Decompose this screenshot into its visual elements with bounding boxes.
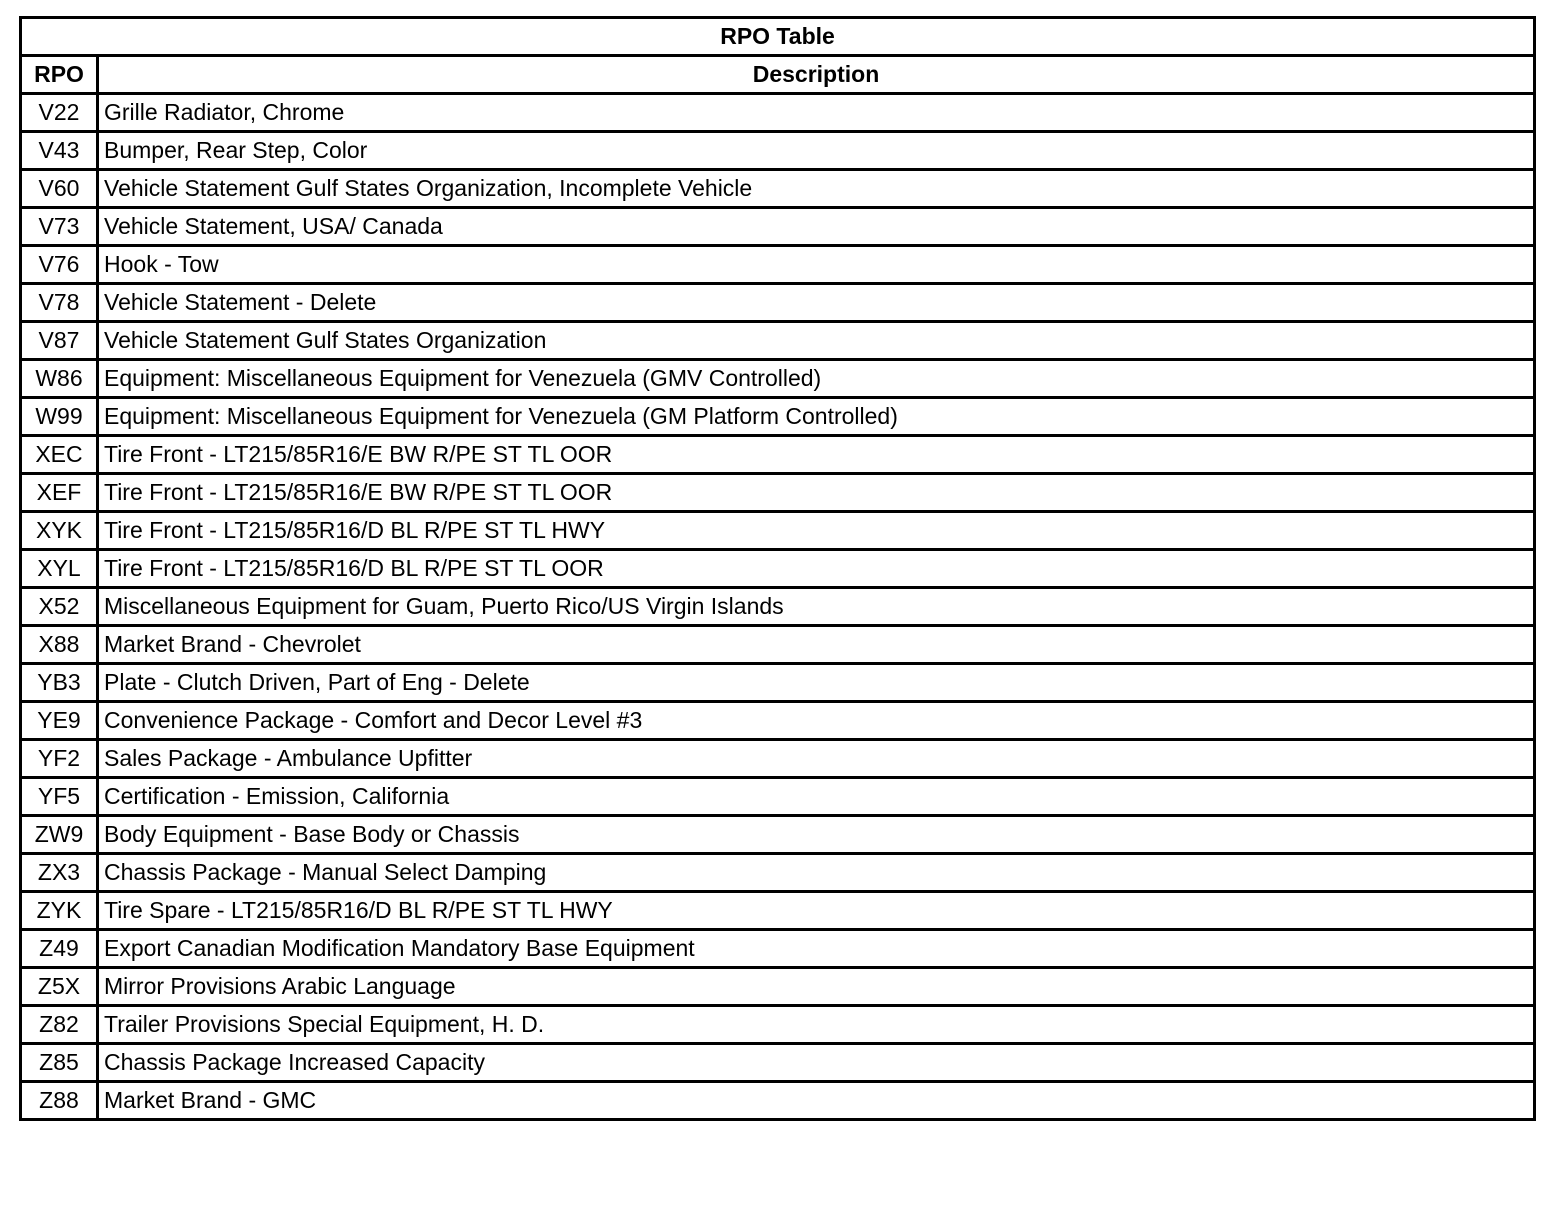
table-row [21,436,1535,474]
table-row [21,1006,1535,1044]
rpo-code-cell: ZX3 [21,854,98,892]
rpo-description-cell: Vehicle Statement, USA/ Canada [98,208,1535,246]
rpo-code-cell: V43 [21,132,98,170]
rpo-code-cell: Z88 [21,1082,98,1120]
table-row [21,626,1535,664]
rpo-code-cell: V78 [21,284,98,322]
rpo-description-cell: Tire Front - LT215/85R16/E BW R/PE ST TL OOR [98,436,1535,474]
rpo-description-cell: Tire Front - LT215/85R16/D BL R/PE ST TL HWY [98,512,1535,550]
rpo-code-cell: XEF [21,474,98,512]
rpo-description-cell: Market Brand - GMC [98,1082,1535,1120]
table-row [21,322,1535,360]
rpo-description-cell: Equipment: Miscellaneous Equipment for Venezuela (GM Platform Controlled) [98,398,1535,436]
rpo-code-cell: YF2 [21,740,98,778]
table-row [21,550,1535,588]
rpo-code-cell: Z85 [21,1044,98,1082]
column-header-description: Description [98,56,1535,94]
table-row [21,474,1535,512]
rpo-description-cell: Equipment: Miscellaneous Equipment for Venezuela (GMV Controlled) [98,360,1535,398]
rpo-description-cell: Tire Front - LT215/85R16/E BW R/PE ST TL OOR [98,474,1535,512]
rpo-code-cell: YB3 [21,664,98,702]
rpo-code-cell: YE9 [21,702,98,740]
rpo-code-cell: Z5X [21,968,98,1006]
table-row [21,512,1535,550]
table-row [21,664,1535,702]
rpo-code-cell: W99 [21,398,98,436]
rpo-description-cell: Plate - Clutch Driven, Part of Eng - Delete [98,664,1535,702]
rpo-code-cell: XEC [21,436,98,474]
table-row [21,398,1535,436]
rpo-code-cell: X88 [21,626,98,664]
table-row [21,702,1535,740]
table-row [21,94,1535,132]
rpo-code-cell: W86 [21,360,98,398]
rpo-code-cell: Z49 [21,930,98,968]
table-row [21,854,1535,892]
table-row [21,816,1535,854]
rpo-description-cell: Vehicle Statement Gulf States Organization, Incomplete Vehicle [98,170,1535,208]
table-row [21,132,1535,170]
table-header-row [21,56,1535,94]
rpo-description-cell: Hook - Tow [98,246,1535,284]
table-row [21,740,1535,778]
rpo-description-cell: Vehicle Statement - Delete [98,284,1535,322]
rpo-description-cell: Sales Package - Ambulance Upfitter [98,740,1535,778]
rpo-table [19,16,1536,1121]
rpo-description-cell: Export Canadian Modification Mandatory Base Equipment [98,930,1535,968]
rpo-description-cell: Body Equipment - Base Body or Chassis [98,816,1535,854]
rpo-description-cell: Market Brand - Chevrolet [98,626,1535,664]
rpo-description-cell: Mirror Provisions Arabic Language [98,968,1535,1006]
table-row [21,778,1535,816]
rpo-code-cell: V22 [21,94,98,132]
rpo-description-cell: Trailer Provisions Special Equipment, H. D. [98,1006,1535,1044]
table-row [21,892,1535,930]
table-row [21,1044,1535,1082]
table-row [21,930,1535,968]
rpo-code-cell: XYK [21,512,98,550]
rpo-code-cell: YF5 [21,778,98,816]
rpo-code-cell: ZW9 [21,816,98,854]
rpo-code-cell: X52 [21,588,98,626]
rpo-code-cell: V76 [21,246,98,284]
table-row [21,284,1535,322]
rpo-description-cell: Vehicle Statement Gulf States Organization [98,322,1535,360]
rpo-code-cell: Z82 [21,1006,98,1044]
rpo-description-cell: Chassis Package - Manual Select Damping [98,854,1535,892]
rpo-description-cell: Certification - Emission, California [98,778,1535,816]
rpo-description-cell: Tire Spare - LT215/85R16/D BL R/PE ST TL HWY [98,892,1535,930]
table-row [21,360,1535,398]
column-header-rpo: RPO [21,56,98,94]
rpo-description-cell: Tire Front - LT215/85R16/D BL R/PE ST TL OOR [98,550,1535,588]
rpo-code-cell: V87 [21,322,98,360]
table-row [21,246,1535,284]
table-row [21,968,1535,1006]
table-row [21,588,1535,626]
table-body [21,94,1535,1120]
rpo-description-cell: Chassis Package Increased Capacity [98,1044,1535,1082]
table-title-row [21,18,1535,56]
table-row [21,1082,1535,1120]
rpo-description-cell: Miscellaneous Equipment for Guam, Puerto Rico/US Virgin Islands [98,588,1535,626]
rpo-description-cell: Convenience Package - Comfort and Decor Level #3 [98,702,1535,740]
rpo-code-cell: V73 [21,208,98,246]
rpo-description-cell: Bumper, Rear Step, Color [98,132,1535,170]
table-title: RPO Table [21,18,1535,56]
rpo-code-cell: V60 [21,170,98,208]
rpo-code-cell: ZYK [21,892,98,930]
table-row [21,170,1535,208]
table-row [21,208,1535,246]
rpo-code-cell: XYL [21,550,98,588]
rpo-description-cell: Grille Radiator, Chrome [98,94,1535,132]
